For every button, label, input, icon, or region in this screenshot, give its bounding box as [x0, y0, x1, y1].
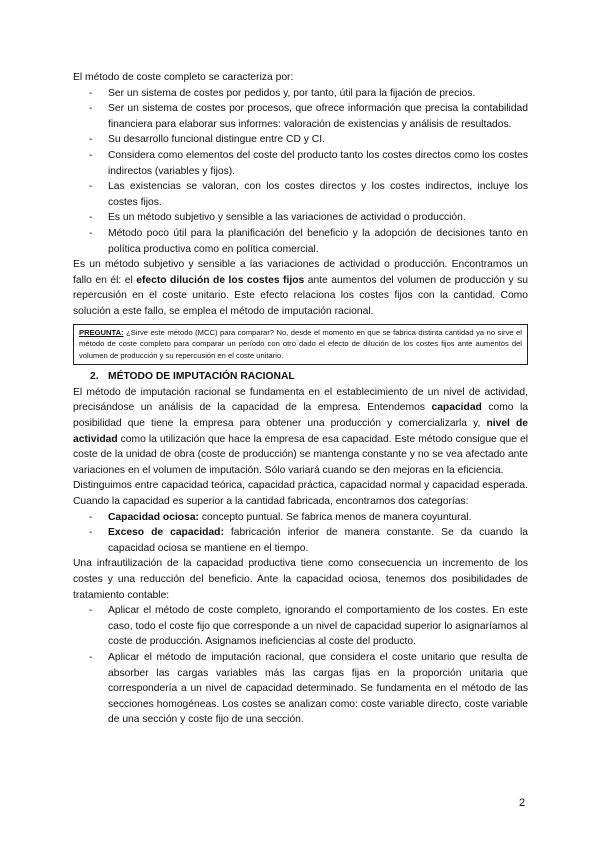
section-title: MÉTODO DE IMPUTACIÓN RACIONAL [108, 371, 295, 383]
list-item: - Es un método subjetivo y sensible a las variaciones de actividad o producción. [73, 210, 528, 226]
list-item: - Considera como elementos del coste del producto tanto los costes directos como los costes indirectos (variables y fijos). [73, 148, 528, 179]
intro-line: El método de coste completo se caracteriza por: [73, 72, 294, 83]
features-list [73, 86, 528, 258]
underutilization-paragraph: Una infrautilización de la capacidad productiva tiene como consecuencia un incremento de los costes y una reducción del beneficio. Ante la capacidad ociosa, tenemos dos posibilidades de tratamiento contable: [73, 558, 528, 601]
dilution-term: efecto dilución de los costes fijos [136, 274, 305, 286]
list-item: - Su desarrollo funcional distingue entre CD y CI. [73, 132, 528, 148]
treatments-list [73, 603, 528, 728]
list-item: - Aplicar el método de imputación racional, que considera el coste unitario que resulta de absorber las cargas variables más las cargas fijas en la proporción unitaria que correspondería a un nivel de capacidad determinado. Se fundamenta en el método de las secciones homogéneas. Los costes se analizan como: coste variable directo, coste variable de una sección y coste fijo de una sección. [73, 650, 528, 728]
page-number: 2 [519, 797, 526, 809]
list-item: - Capacidad ociosa: concepto puntual. Se fabrica menos de manera coyuntural. [73, 510, 528, 526]
capacity-types-paragraph: Distinguimos entre capacidad teórica, capacidad práctica, capacidad normal y capacidad esperada. Cuando la capacidad es superior a la cantidad fabricada, encontramos dos categorías: [73, 480, 528, 508]
list-item: - Las existencias se valoran, con los costes directos y los costes indirectos, incluye los costes fijos. [73, 179, 528, 210]
document-body [73, 70, 528, 728]
section-number: 2. [90, 371, 99, 383]
question-label: PREGUNTA: [79, 327, 124, 337]
list-item: - Ser un sistema de costes por procesos, que ofrece información que precisa la contabilidad financiera para elaborar sus informes: valoración de existencias y análisis de resultados. [73, 101, 528, 132]
capacity-paragraph: El método de imputación racional se fundamenta en el establecimiento de un nivel de actividad, precisándose un análisis de la capacidad de la empresa. Entendemos capacidad como la posibilidad que tiene la empresa para obtener una producción y comercializarla y, nivel de actividad como la utilización que hace la empresa de esa capacidad. Este método consigue que el coste de la unidad de obra (coste de producción) se mantenga constante y no se vea afectado ante variaciones en el volumen de imputación. Sólo variará cuando se den mejoras en la eficiencia. [73, 386, 529, 476]
question-box [73, 324, 528, 366]
categories-list [73, 510, 528, 557]
list-item: - Exceso de capacidad: fabricación inferior de manera constante. Se da cuando la capacidad ociosa se mantiene en el tiempo. [73, 525, 528, 556]
list-item: - Aplicar el método de coste completo, ignorando el comportamiento de los costes. En este caso, todo el coste fijo que corresponde a un nivel de capacidad superior lo asignaríamos al coste de producción. Asignamos ineficiencias al coste del producto. [73, 603, 528, 650]
dilution-paragraph: Es un método subjetivo y sensible a las variaciones de actividad o producción. Encontramos un fallo en él: el efecto dilución de los costes fijos ante aumentos del volumen de producción y su repercusión en el coste unitario. Este efecto relaciona los costes fijos con la cantidad. Como solución a este fallo, se emplea el método de imputación racional. [73, 259, 528, 317]
question-text: ¿Sirve este método (MCC) para comparar? No, desde el momento en que se fabrica distinta cantidad ya no sirve el método de coste completo para comparar un período con otro dado el efecto de dilución de los costes fijos ante aumentos del volumen de producción y su repercusión en el coste unitario. [79, 327, 522, 360]
list-item: - Ser un sistema de costes por pedidos y, por tanto, útil para la fijación de precios. [73, 86, 528, 102]
section-heading [73, 369, 528, 385]
list-item: - Método poco útil para la planificación del beneficio y la adopción de decisiones tanto en política productiva como en política comercial. [73, 226, 528, 257]
